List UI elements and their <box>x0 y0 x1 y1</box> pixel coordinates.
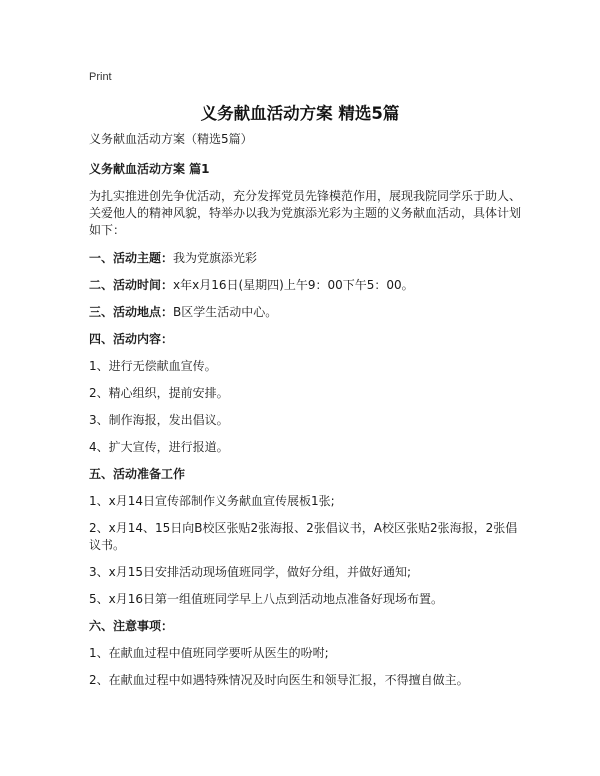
time-line <box>89 277 521 294</box>
content-heading: 四、活动内容： <box>89 332 174 346</box>
print-label[interactable]: Print <box>89 71 112 83</box>
location-label: 三、活动地点： <box>89 305 174 319</box>
notes-heading: 六、注意事项： <box>89 619 174 633</box>
document-subtitle: 义务献血活动方案（精选5篇） <box>89 132 253 146</box>
prep-item: 5、x月16日第一组值班同学早上八点到活动地点准备好现场布置。 <box>89 592 444 606</box>
prep-item: 1、x月14日宣传部制作义务献血宣传展板1张; <box>89 494 335 508</box>
content-item: 1、进行无偿献血宣传。 <box>89 359 217 373</box>
location-line <box>89 304 521 321</box>
theme-value: 我为党旗添光彩 <box>173 251 258 265</box>
content-item: 3、制作海报，发出倡议。 <box>89 413 229 427</box>
location-value: B区学生活动中心。 <box>173 305 278 319</box>
time-value: x年x月16日(星期四)上午9：00下午5：00。 <box>173 278 414 292</box>
intro-paragraph: 为扎实推进创先争优活动，充分发挥党员先锋模范作用，展现我院同学乐于助人、关爱他人的精神风貌，特举办以我为党旗添光彩为主题的义务献血活动，具体计划如下： <box>89 189 522 237</box>
prep-item: 3、x月15日安排活动现场值班同学，做好分组，并做好通知; <box>89 565 412 579</box>
notes-item: 1、在献血过程中值班同学要听从医生的吩咐; <box>89 646 329 660</box>
theme-line <box>89 250 521 267</box>
content-item: 2、精心组织，提前安排。 <box>89 386 229 400</box>
time-label: 二、活动时间： <box>89 278 174 292</box>
section-title: 义务献血活动方案 篇1 <box>89 162 210 176</box>
prep-heading: 五、活动准备工作 <box>89 467 186 481</box>
document-title: 义务献血活动方案 精选5篇 <box>200 104 400 123</box>
theme-label: 一、活动主题： <box>89 251 174 265</box>
document-body <box>89 131 521 699</box>
prep-item: 2、x月14、15日向B校区张贴2张海报、2张倡议书，A校区张贴2张海报，2张倡议书。 <box>89 521 518 552</box>
content-item: 4、扩大宣传，进行报道。 <box>89 440 229 454</box>
notes-item: 2、在献血过程中如遇特殊情况及时向医生和领导汇报，不得擅自做主。 <box>89 673 469 687</box>
